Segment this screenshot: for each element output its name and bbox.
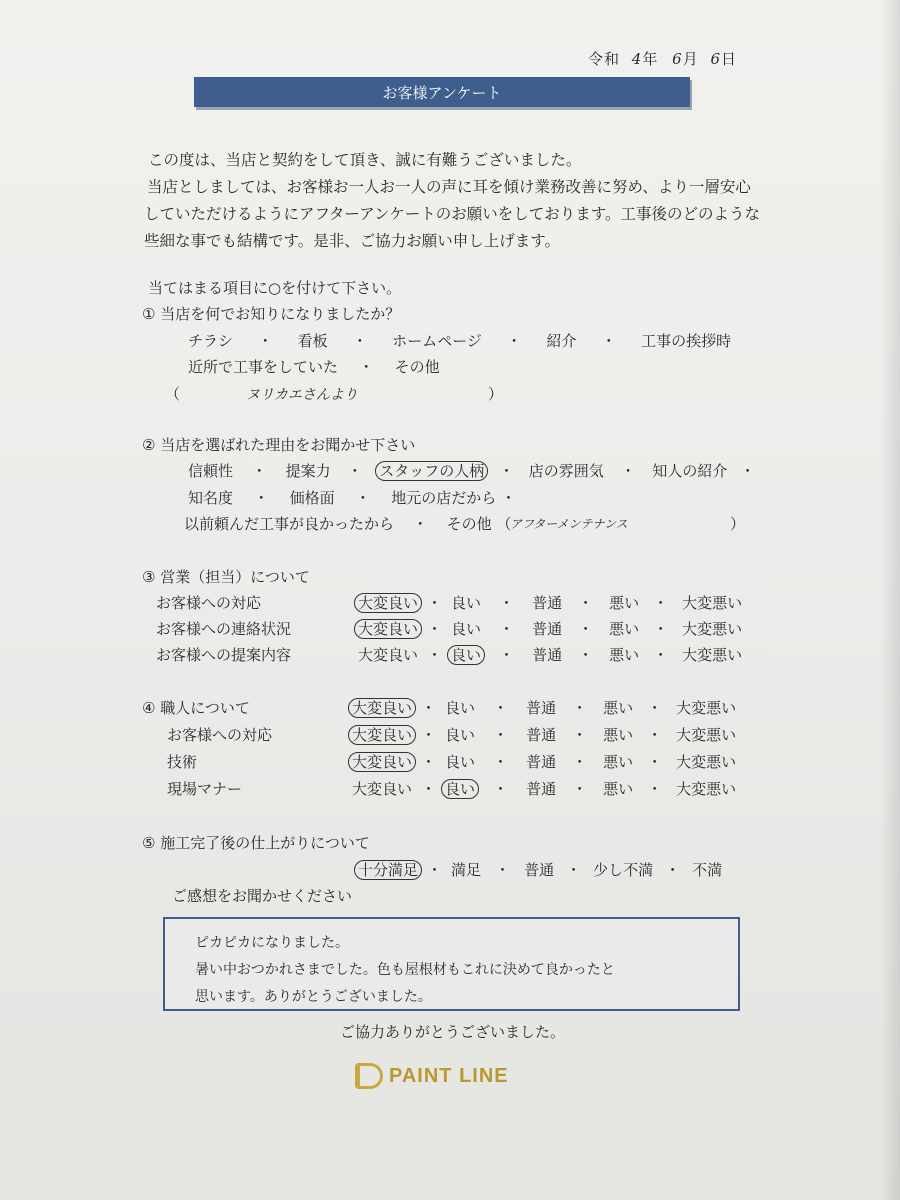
paper-edge-shadow (880, 0, 900, 1200)
survey-date (588, 48, 737, 69)
q2-paren-close: ） (730, 515, 746, 533)
q4-rating-row: 大変良い ・ 良い ・ 普通 ・ 悪い ・ 大変悪い (352, 697, 736, 718)
rating-option: 悪い (603, 726, 634, 744)
rating-option: 普通 (526, 753, 557, 771)
rating-option-selected: 大変良い (354, 619, 422, 639)
q1-options-row2: 近所で工事をしていた ・ その他 (188, 358, 440, 376)
rating-option: 悪い (603, 699, 634, 717)
q1-options-row1: チラシ ・ 看板 ・ ホームページ ・ 紹介 ・ 工事の挨拶時 (188, 332, 732, 350)
q3-rating-row: 大変良い ・ 良い ・ 普通 ・ 悪い ・ 大変悪い (358, 646, 743, 664)
thanks-text: ご協力ありがとうございました。 (340, 1023, 566, 1041)
q4-row-label: お客様への対応 (167, 726, 273, 744)
q5-title: ⑤ 施工完了後の仕上がりについて (142, 834, 370, 852)
rating-option: 悪い (603, 780, 634, 798)
q4-rating-row: 大変良い ・ 良い ・ 普通 ・ 悪い ・ 大変悪い (352, 780, 737, 798)
date-era: 令和 (588, 50, 621, 68)
q5-option: 普通 (524, 861, 555, 879)
rating-option: 大変悪い (682, 594, 743, 612)
rating-option-selected: 大変良い (348, 725, 416, 745)
rating-option: 大変悪い (676, 699, 737, 717)
q2-option: 価格面 (289, 489, 335, 507)
q1-option: 工事の挨拶時 (641, 332, 732, 350)
q1-option: 近所で工事をしていた (188, 358, 339, 376)
q2-option-selected: スタッフの人柄 (375, 461, 488, 481)
q2-title: ② 当店を選ばれた理由をお聞かせ下さい (142, 436, 416, 454)
brand-logo (355, 1063, 509, 1089)
q2-option: 知名度 (188, 489, 234, 507)
q1-option: チラシ (188, 332, 234, 350)
q2-handwritten-answer: アフターメンテナンス (510, 517, 628, 531)
q3-rating-row: 大変良い ・ 良い ・ 普通 ・ 悪い ・ 大変悪い (358, 592, 742, 613)
q2-option: 提案力 (285, 462, 331, 480)
rating-option: 良い (445, 753, 476, 771)
rating-option-selected: 大変良い (354, 593, 422, 613)
rating-option: 大変悪い (676, 753, 737, 771)
rating-option: 良い (445, 726, 476, 744)
q4-row-label: 技術 (167, 753, 198, 771)
title-banner (194, 77, 690, 107)
intro-paragraph (144, 147, 760, 255)
rating-option-selected: 大変良い (348, 698, 416, 718)
rating-option: 良い (445, 699, 476, 717)
comment-line: 思います。ありがとうございました。 (195, 989, 432, 1005)
rating-option: 悪い (609, 620, 640, 638)
q5-rating-row: 十分満足 ・ 満足 ・ 普通 ・ 少し不満 ・ 不満 (358, 859, 722, 880)
rating-option-selected: 良い (447, 645, 485, 665)
rating-option: 普通 (526, 699, 557, 717)
q2-option: 知人の紹介 (652, 462, 728, 480)
q1-paren-close: ） (488, 385, 504, 403)
instruction-text: 当てはまる項目に○を付けて下さい。 (148, 279, 402, 297)
q2-options-row3: 以前頼んだ工事が良かったから ・ その他 （ (184, 515, 512, 533)
paint-line-logo-icon (355, 1063, 383, 1089)
date-month-unit: 月 (682, 50, 699, 68)
q5-option: 少し不満 (593, 861, 654, 879)
q1-option: その他 (394, 358, 440, 376)
q2-options-row2: 知名度 ・ 価格面 ・ 地元の店だから ・ (188, 489, 516, 507)
rating-option: 普通 (532, 646, 563, 664)
q1-handwritten-answer: ヌリカエさんより (246, 387, 358, 403)
intro-line: していただけるようにアフターアンケートのお願いをしております。工事後のどのような (144, 205, 760, 223)
brand-name: PAINT LINE (389, 1064, 509, 1087)
date-month: 6 (672, 50, 683, 68)
q1-other-field (165, 383, 180, 404)
q1-title: ① 当店を何でお知りになりましたか？ (142, 305, 401, 323)
intro-line: 当店としましては、お客様お一人お一人の声に耳を傾け業務改善に努め、より一層安心 (147, 178, 751, 196)
rating-option: 悪い (609, 594, 640, 612)
rating-option: 大変良い (352, 780, 413, 798)
date-year-unit: 年 (642, 50, 659, 68)
q2-option: その他 (446, 515, 492, 533)
rating-option: 大変悪い (682, 646, 743, 664)
rating-option-selected: 良い (441, 779, 479, 799)
q4-rating-row: 大変良い ・ 良い ・ 普通 ・ 悪い ・ 大変悪い (352, 724, 736, 745)
q2-option: 信頼性 (188, 462, 234, 480)
intro-line: この度は、当店と契約をして頂き、誠に有難うございました。 (148, 151, 582, 169)
date-year: 4 (631, 50, 643, 68)
q5-option: 満足 (451, 861, 482, 879)
rating-option: 大変悪い (682, 620, 743, 638)
intro-line: 些細な事でも結構です。是非、ご協力お願い申し上げます。 (144, 232, 561, 250)
comment-line: 暑い中おつかれさまでした。色も屋根材もこれに決めて良かったと (195, 962, 615, 978)
q4-title: ④ 職人について (142, 699, 250, 717)
q1-paren-open: （ (165, 385, 181, 403)
rating-option-selected: 大変良い (348, 752, 416, 772)
comment-line: ピカピカになりました。 (195, 935, 349, 951)
q3-row-label: お客様への対応 (156, 594, 262, 612)
handwritten-comment (195, 930, 615, 1011)
q3-title: ③ 営業（担当）について (142, 568, 310, 586)
comment-prompt: ご感想をお聞かせください (172, 887, 353, 905)
page-title: お客様アンケート (382, 83, 502, 102)
q2-options-row1: 信頼性 ・ 提案力 ・ スタッフの人柄 ・ 店の雰囲気 ・ 知人の紹介 ・ (188, 462, 756, 480)
rating-option-selected: 十分満足 (354, 860, 422, 880)
rating-option: 悪い (609, 646, 640, 664)
q2-option: 地元の店だから (391, 489, 497, 507)
q3-row-label: お客様への連絡状況 (156, 620, 292, 638)
rating-option: 普通 (526, 780, 557, 798)
date-day: 6 (710, 50, 722, 68)
rating-option: 普通 (532, 594, 563, 612)
q4-row-label: 現場マナー (167, 780, 243, 798)
q1-option: 紹介 (546, 332, 577, 350)
rating-option: 大変良い (358, 646, 419, 664)
rating-option: 普通 (526, 726, 557, 744)
rating-option: 良い (451, 620, 482, 638)
q2-option: 店の雰囲気 (528, 462, 604, 480)
rating-option: 悪い (603, 753, 634, 771)
q1-option: ホームページ (392, 332, 482, 350)
rating-option: 大変悪い (676, 726, 737, 744)
q4-rating-row: 大変良い ・ 良い ・ 普通 ・ 悪い ・ 大変悪い (352, 751, 736, 772)
q3-rating-row: 大変良い ・ 良い ・ 普通 ・ 悪い ・ 大変悪い (358, 618, 742, 639)
q2-paren-open: （ (496, 515, 512, 533)
q5-option: 不満 (692, 861, 723, 879)
q1-option: 看板 (297, 332, 328, 350)
date-day-unit: 日 (721, 50, 738, 68)
q3-row-label: お客様への提案内容 (156, 646, 292, 664)
rating-option: 良い (451, 594, 482, 612)
q2-option: 以前頼んだ工事が良かったから (184, 515, 395, 533)
rating-option: 普通 (532, 620, 563, 638)
rating-option: 大変悪い (676, 780, 737, 798)
